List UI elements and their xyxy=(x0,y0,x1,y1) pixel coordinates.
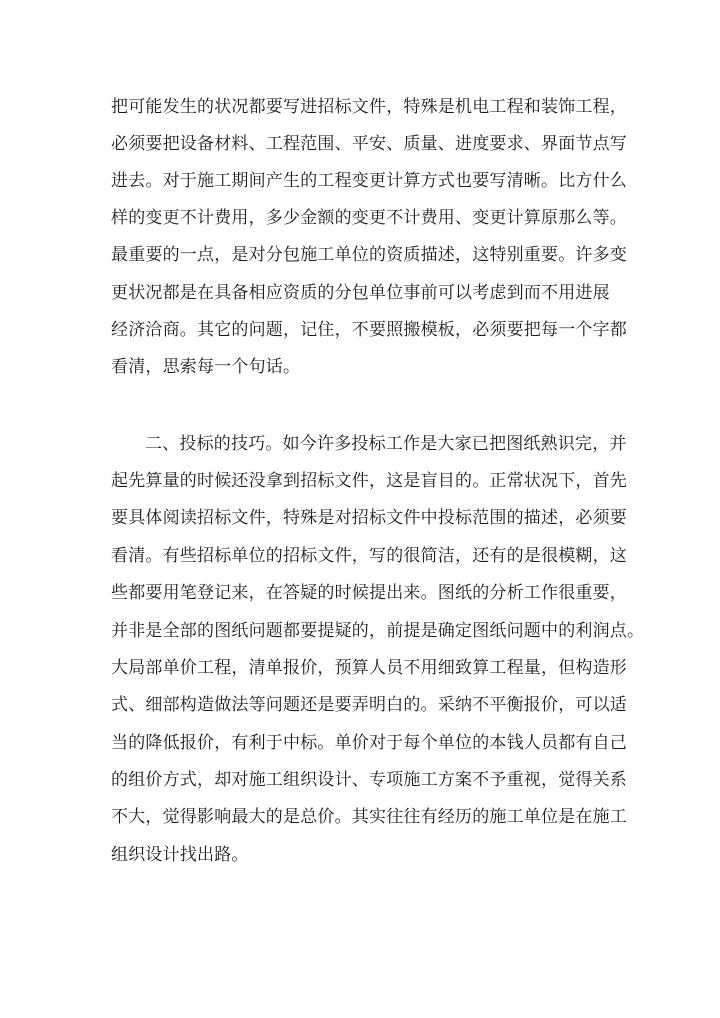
paragraph-line: 必须要把设备材料、工程范围、平安、质量、进度要求、界面节点写 xyxy=(111,134,627,154)
paragraph-line: 式、细部构造做法等问题还是要弄明白的。采纳不平衡报价，可以适 xyxy=(111,695,627,715)
paragraph-line: 并非是全部的图纸问题都要提疑的，前提是确定图纸问题中的利润点。 xyxy=(111,621,645,641)
paragraph-line: 经济洽商。其它的问题，记住，不要照搬模板，必须要把每一个字都 xyxy=(111,320,627,340)
paragraph-line: 看清，思索每一个句话。 xyxy=(111,357,301,377)
paragraph-line: 起先算量的时候还没拿到招标文件，这是盲目的。正常状况下，首先 xyxy=(111,471,627,491)
paragraph-line: 不大，觉得影响最大的是总价。其实往往有经历的施工单位是在施工 xyxy=(111,807,627,827)
paragraph-line: 当的降低报价，有利于中标。单价对于每个单位的本钱人员都有自己 xyxy=(111,733,627,753)
paragraph-line: 些都要用笔登记来，在答疑的时候提出来。图纸的分析工作很重要， xyxy=(111,583,627,603)
paragraph-line: 样的变更不计费用，多少金额的变更不计费用、变更计算原那么等。 xyxy=(111,208,627,228)
paragraph-line: 二、投标的技巧。如今许多投标工作是大家已把图纸熟识完，并 xyxy=(145,434,627,454)
paragraph-line: 进去。对于施工期间产生的工程变更计算方式也要写清晰。比方什么 xyxy=(111,171,627,191)
paragraph-line: 组织设计找出路。 xyxy=(111,845,249,865)
paragraph-line: 大局部单价工程，清单报价，预算人员不用细致算工程量，但构造形 xyxy=(111,658,627,678)
paragraph-line: 更状况都是在具备相应资质的分包单位事前可以考虑到而不用进展 xyxy=(111,283,610,303)
paragraph-line: 把可能发生的状况都要写进招标文件，特殊是机电工程和装饰工程， xyxy=(111,97,627,117)
paragraph-line: 最重要的一点，是对分包施工单位的资质描述，这特别重要。许多变 xyxy=(111,245,627,265)
paragraph-line: 看清。有些招标单位的招标文件，写的很简洁，还有的是很模糊，这 xyxy=(111,546,627,566)
paragraph-line: 的组价方式，却对施工组织设计、专项施工方案不予重视，觉得关系 xyxy=(111,770,627,790)
paragraph-line: 要具体阅读招标文件，特殊是对招标文件中投标范围的描述，必须要 xyxy=(111,508,627,528)
